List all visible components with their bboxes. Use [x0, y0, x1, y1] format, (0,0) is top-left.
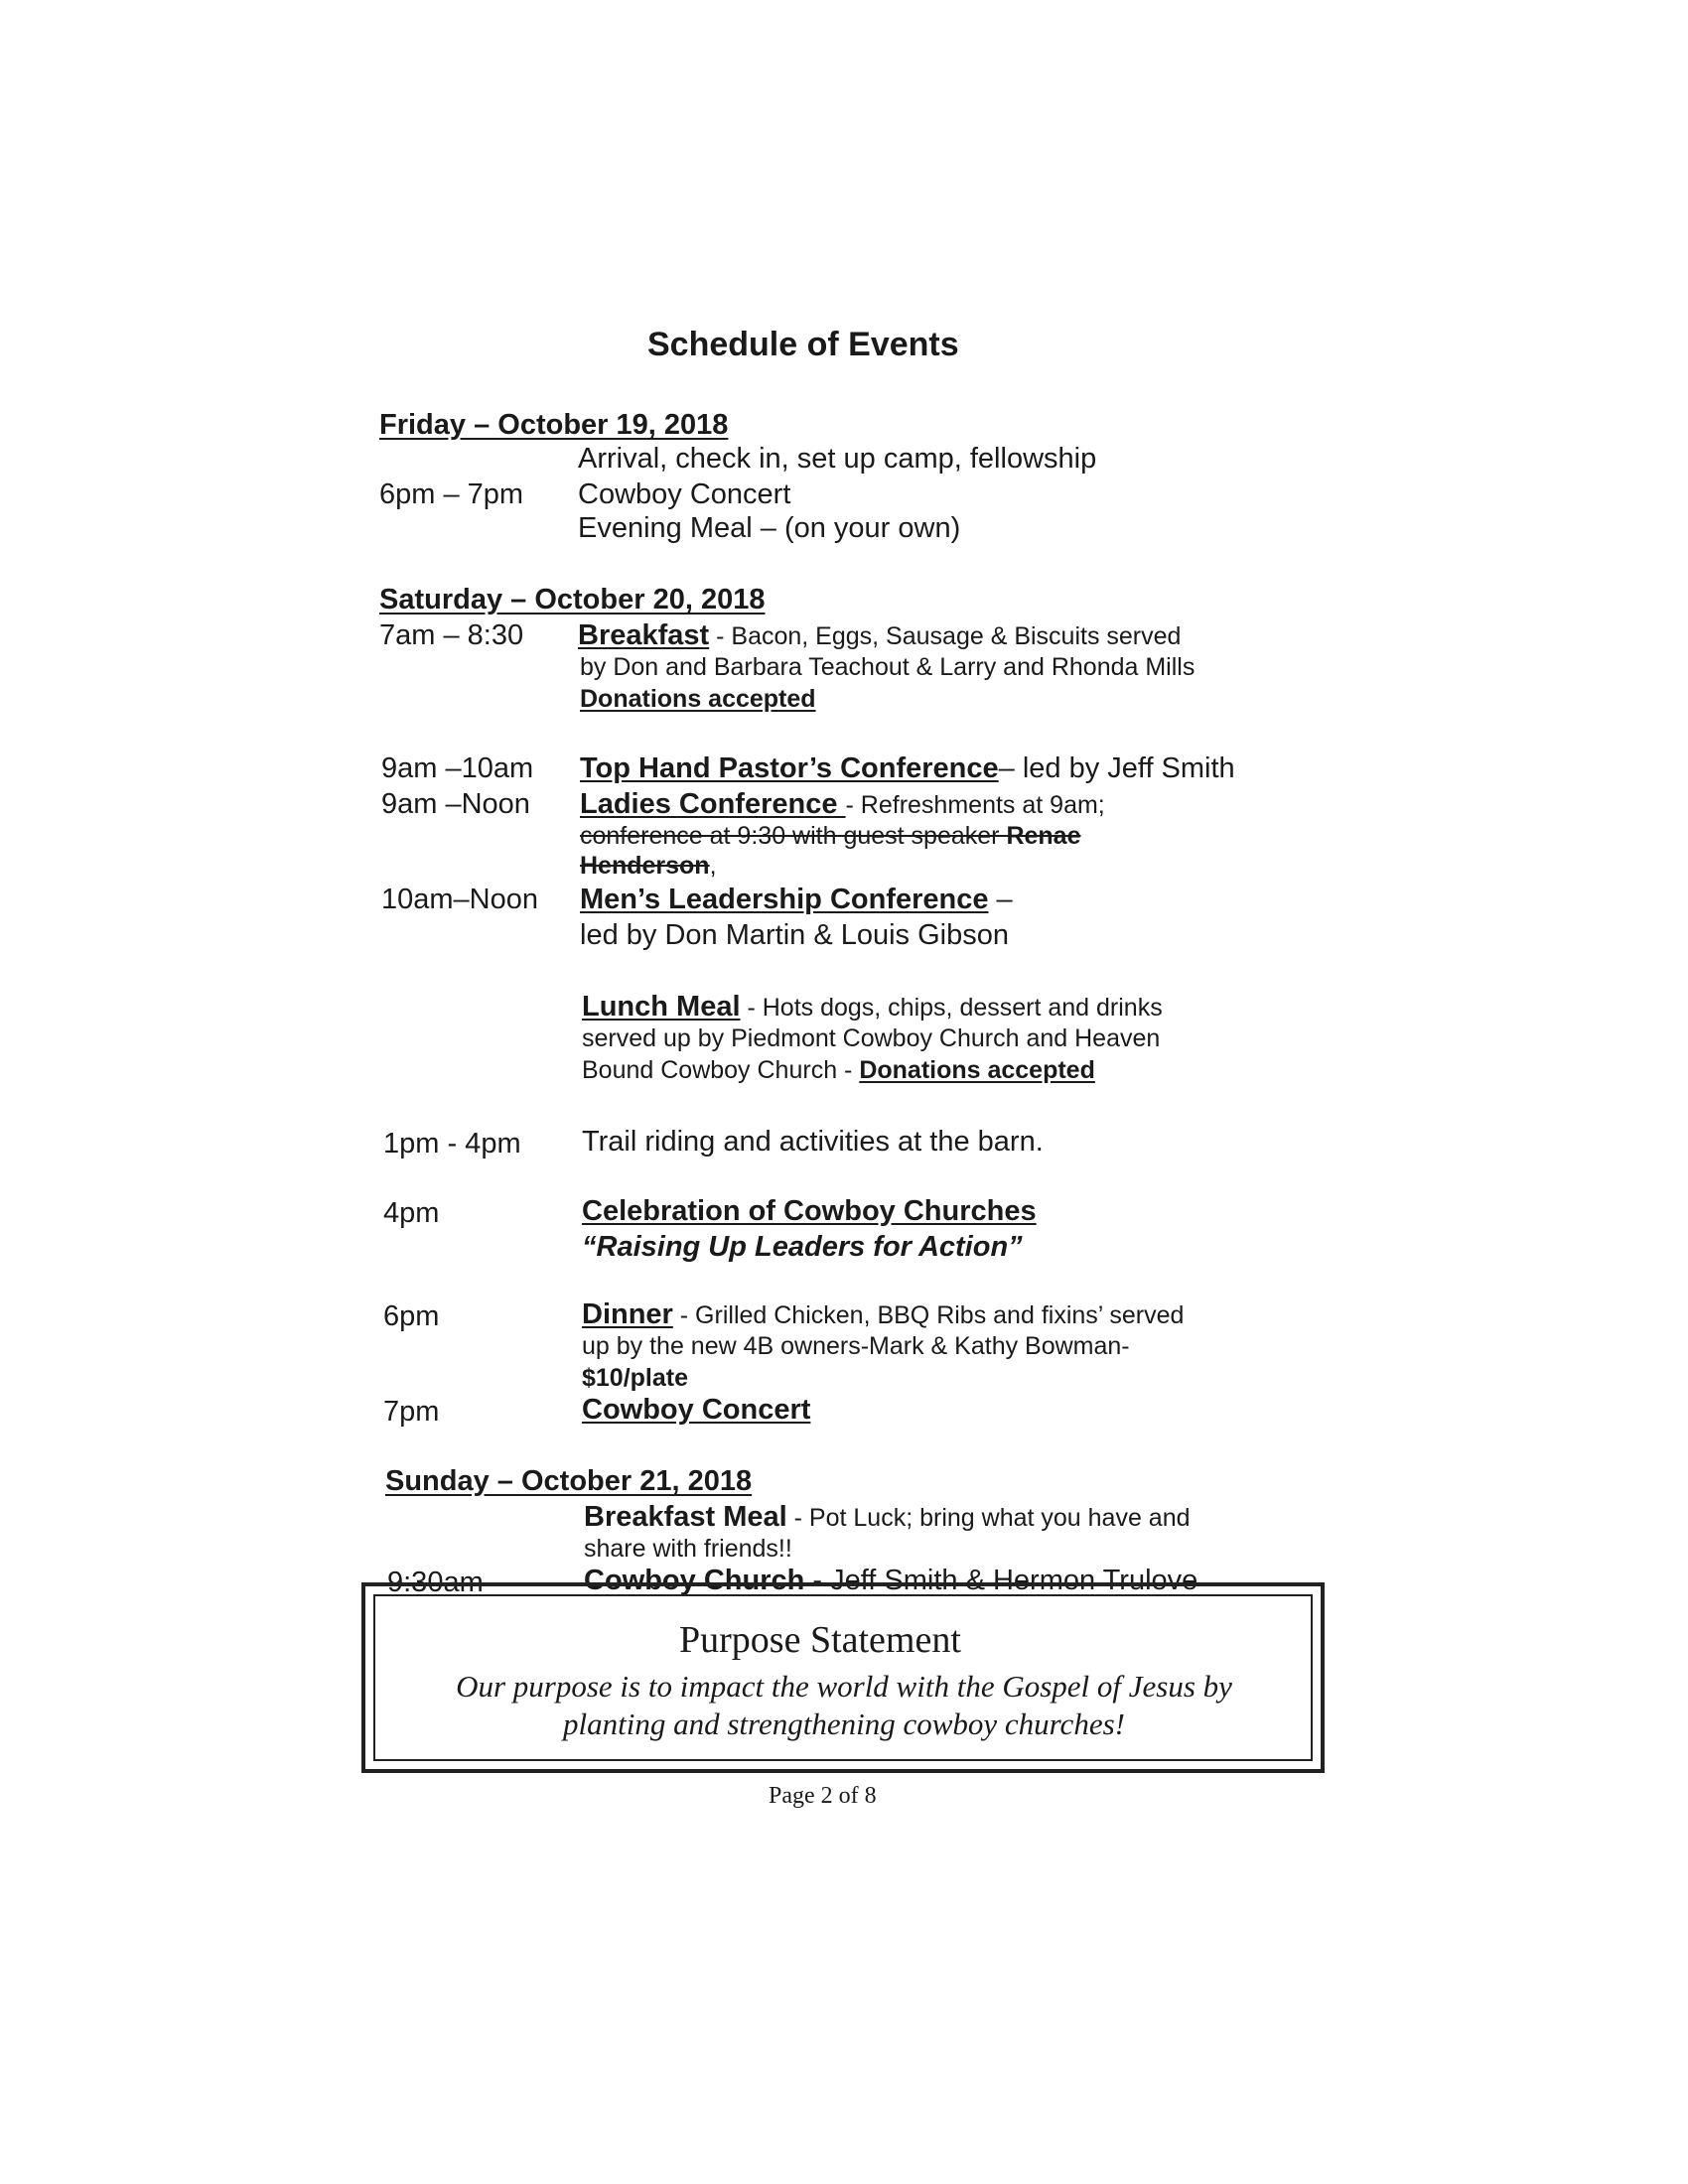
ladies-desc2: conference at 9:30 with guest speaker: [580, 822, 1007, 850]
ladies-time: 9am –Noon: [381, 788, 530, 820]
breakfast-line: [578, 619, 1181, 652]
church-title: Cowboy Church: [584, 1565, 805, 1596]
friday-evening-meal: Evening Meal – (on your own): [578, 512, 961, 544]
church-time: 9:30am: [387, 1567, 484, 1598]
dinner-desc: - Grilled Chicken, BBQ Ribs and fixins’ served: [672, 1301, 1185, 1329]
sunday-heading: Sunday – October 21, 2018: [385, 1465, 753, 1497]
breakfast-desc2: by Don and Barbara Teachout & Larry and Rhonda Mills: [580, 653, 1196, 681]
dinner-price: $10/plate: [582, 1364, 689, 1392]
friday-arrival: Arrival, check in, set up camp, fellowship: [578, 443, 1097, 475]
pastor-desc: – led by Jeff Smith: [998, 752, 1235, 784]
mens-time: 10am–Noon: [381, 884, 538, 915]
breakfast-donations: Donations accepted: [580, 685, 816, 713]
ladies-title: Ladies Conference: [580, 788, 846, 820]
trail-time: 1pm - 4pm: [383, 1128, 521, 1160]
friday-heading: Friday – October 19, 2018: [379, 409, 729, 441]
dinner-desc2: up by the new 4B owners-Mark & Kathy Bowman-: [582, 1332, 1130, 1360]
ladies-desc: - Refreshments at 9am;: [845, 791, 1105, 819]
lunch-title: Lunch Meal: [582, 991, 741, 1023]
lunch-desc3-line: [582, 1056, 1095, 1085]
ladies-speaker1: Renae: [1006, 822, 1081, 850]
ladies-speaker2: Henderson: [580, 852, 710, 880]
page-title: Schedule of Events: [647, 326, 959, 363]
lunch-desc: - Hots dogs, chips, dessert and drinks: [740, 994, 1163, 1022]
sunday-breakfast-desc: - Pot Luck; bring what you have and: [786, 1504, 1191, 1532]
dinner-line: [582, 1298, 1184, 1331]
mens-dash: –: [988, 884, 1013, 915]
celebration-motto: “Raising Up Leaders for Action”: [582, 1231, 1023, 1263]
dinner-title: Dinner: [582, 1298, 673, 1330]
purpose-body: Our purpose is to impact the world with the Gospel of Jesus by planting and strengthening cowboy churches!: [456, 1669, 1232, 1741]
mens-desc: led by Don Martin & Louis Gibson: [580, 919, 1009, 951]
friday-concert: Cowboy Concert: [578, 478, 791, 510]
concert-time: 7pm: [383, 1396, 440, 1428]
concert-title: Cowboy Concert: [582, 1394, 811, 1426]
pastor-title: Top Hand Pastor’s Conference: [580, 752, 999, 784]
ladies-desc2-line: [580, 822, 1080, 851]
pastor-line: [580, 752, 1235, 785]
saturday-heading: Saturday – October 20, 2018: [379, 584, 766, 615]
ladies-desc3-line: [580, 852, 717, 881]
church-desc: - Jeff Smith & Hermon Trulove: [804, 1565, 1198, 1596]
breakfast-title: Breakfast: [578, 619, 710, 651]
ladies-line: [580, 788, 1105, 821]
celebration-title: Celebration of Cowboy Churches: [582, 1195, 1037, 1227]
lunch-line: [582, 991, 1163, 1024]
friday-concert-time: 6pm – 7pm: [379, 478, 524, 510]
mens-title: Men’s Leadership Conference: [580, 884, 989, 915]
celebration-time: 4pm: [383, 1197, 440, 1229]
lunch-donations: Donations accepted: [859, 1056, 1095, 1084]
mens-line: [580, 884, 1013, 916]
sunday-breakfast-desc2: share with friends!!: [584, 1535, 792, 1563]
pastor-time: 9am –10am: [381, 752, 534, 784]
trail: Trail riding and activities at the barn.: [582, 1126, 1044, 1158]
breakfast-desc: - Bacon, Eggs, Sausage & Biscuits served: [709, 622, 1182, 650]
sunday-breakfast-title: Breakfast Meal: [584, 1501, 787, 1533]
sunday-breakfast-line: [584, 1501, 1191, 1534]
lunch-desc2: served up by Piedmont Cowboy Church and Heaven: [582, 1024, 1161, 1052]
lunch-desc3: Bound Cowboy Church -: [582, 1056, 860, 1084]
purpose-title: Purpose Statement: [679, 1619, 961, 1661]
breakfast-time: 7am – 8:30: [379, 619, 524, 651]
dinner-time: 6pm: [383, 1300, 440, 1332]
page-number: Page 2 of 8: [769, 1783, 877, 1809]
ladies-comma: ,: [709, 852, 717, 880]
